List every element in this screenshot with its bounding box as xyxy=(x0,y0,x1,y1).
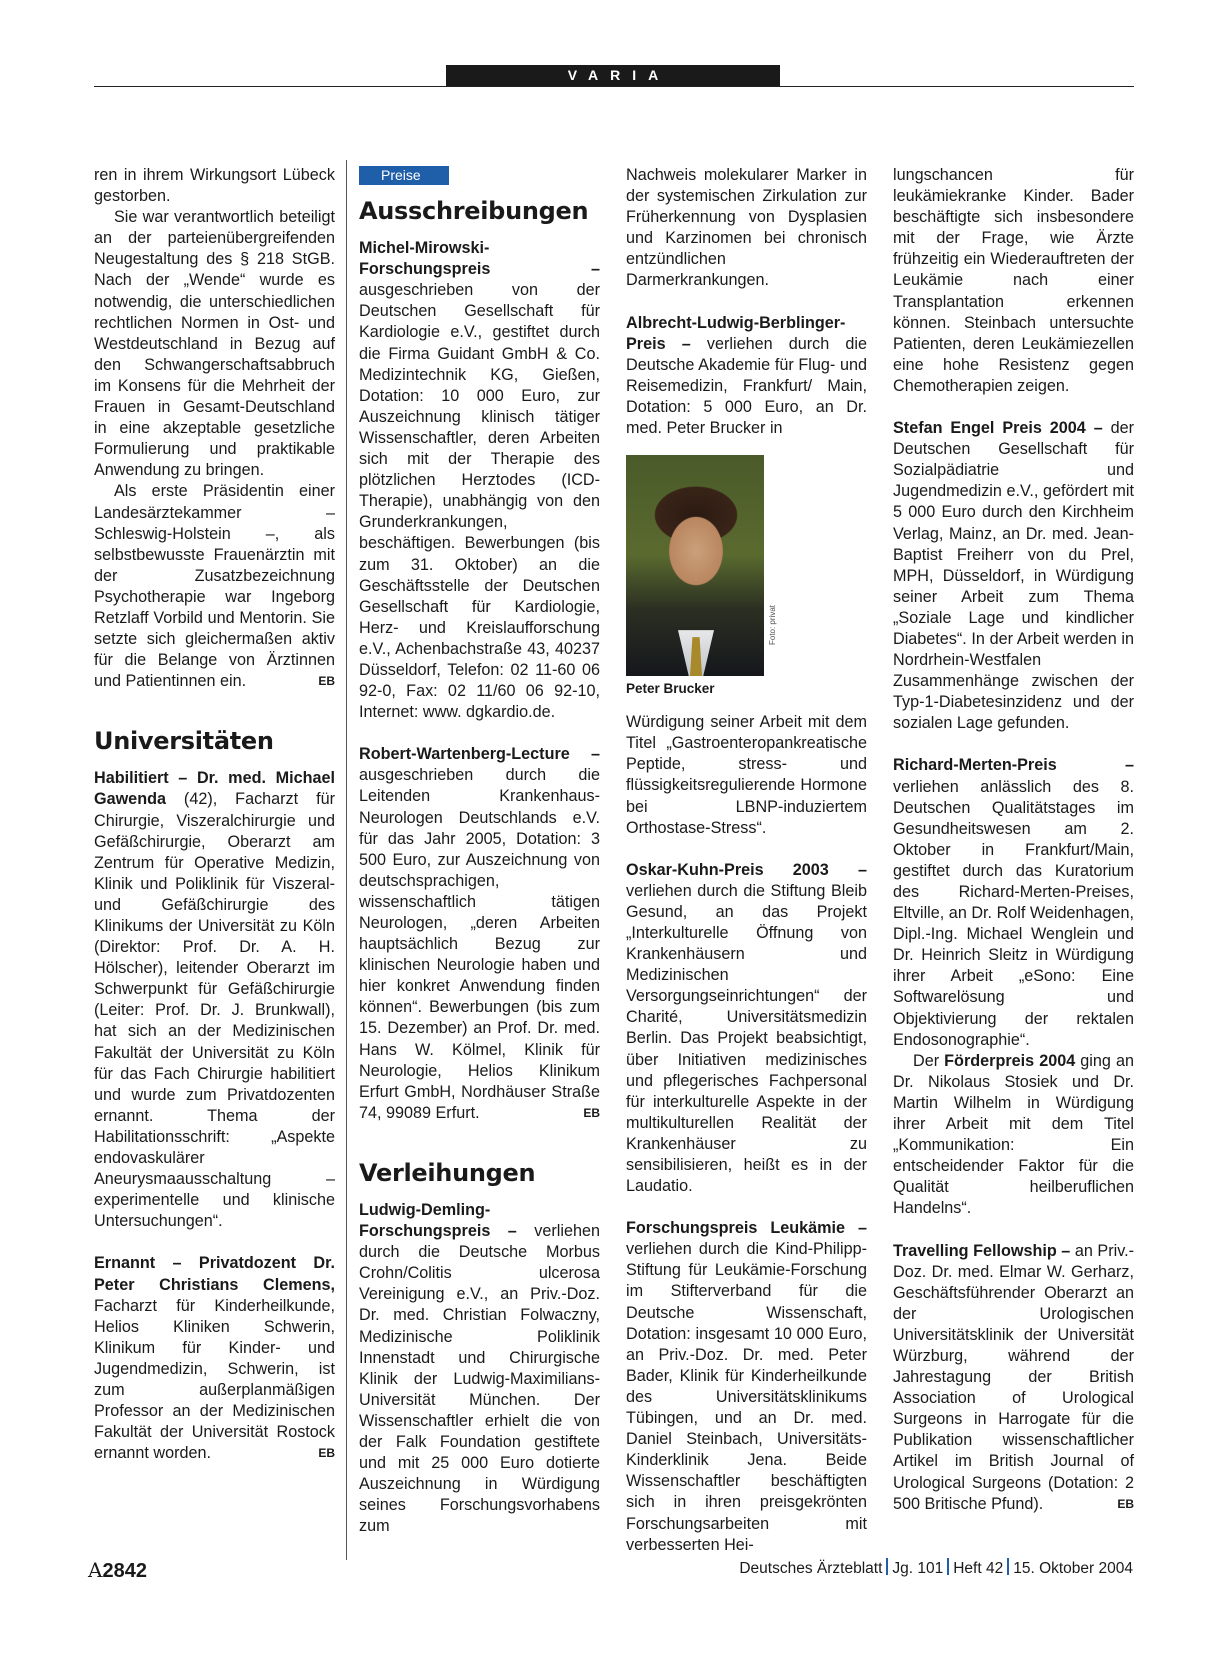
footer-separator xyxy=(886,1558,888,1575)
column-4 xyxy=(893,165,1134,1515)
journal-info xyxy=(739,1558,1133,1578)
paragraph-text: ging an Dr. Nikolaus Stosiek und Dr. Martin Wilhelm in Würdigung ihrer Arbeit mit dem Titel „Kommunikation: Ein entscheidender Faktor für die Qualität heilberuflichen Handelns“. xyxy=(893,1051,1134,1218)
photo-credit: Foto: privat xyxy=(768,605,777,646)
lead-in: Forschungspreis Leukämie – xyxy=(626,1219,867,1238)
paragraph xyxy=(94,768,335,1232)
paragraph xyxy=(94,481,335,692)
paragraph-text: verliehen durch die Deutsche Morbus Crohn/Colitis ulcerosa Vereinigung e.V., an Priv.-Doz. Dr. med. Christian Folwaczny, Medizinische Poliklinik Innenstadt und Chirurgische Klinik der Ludwig-Maximilians-Universität München. Der Wissenschaftler erhielt die von der Falk Foundation gestiftete und mit 25 000 Euro dotierte Auszeichnung in Würdigung seines Forschungsvorhabens zum xyxy=(359,1222,600,1536)
paragraph xyxy=(626,313,867,440)
journal-volume: Jg. 101 xyxy=(892,1560,944,1577)
paragraph xyxy=(893,1051,1134,1220)
lead-in: Habilitiert – Dr. med. Michael Gawenda xyxy=(94,769,335,809)
page-number xyxy=(88,1558,147,1583)
paragraph: ren in ihrem Wirkungsort Lübeck gestorben. xyxy=(94,166,335,206)
category-tag: Preise xyxy=(359,166,449,185)
lead-in: Ernannt – Privatdozent Dr. Peter Christians Clemens, xyxy=(94,1254,335,1294)
paragraph xyxy=(626,1218,867,1556)
paragraph-text: an Priv.-Doz. Dr. med. Elmar W. Gerharz, Geschäftsführender Oberarzt an der Urologischen Universitätsklinik der Universität Würzburg, während der Jahrestagung der British Association of Urological Surgeons in Harrogate für die Publikation wissenschaftlicher Artikel im British Journal of Urological Surgeons (Dotation: 2 500 Britische Pfund). xyxy=(893,1241,1134,1513)
portrait-photo xyxy=(626,455,777,676)
paragraph-text: verliehen durch die Kind-Philipp-Stiftung für Leukämie-Forschung im Stifterverband für die Deutsche Wissenschaft, Dotation: insgesamt 10 000 Euro, an Priv.-Doz. Dr. med. Peter Bader, Klinik für Kinderheilkunde des Universitätsklinikums Tübingen, und an Dr. med. Daniel Steinbach, Universitäts-Kinderklinik Jena. Beide Wissenschaftler beschäftigten sich in ihren preisgekrönten Forschungsarbeiten mit verbesserten Hei- xyxy=(626,1240,867,1554)
section-heading-verleihungen: Verleihungen xyxy=(359,1158,536,1187)
column-1 xyxy=(94,165,335,1464)
author-signature: EB xyxy=(583,1105,600,1120)
footer-separator xyxy=(947,1558,949,1575)
paragraph-text: Der xyxy=(913,1051,945,1070)
paragraph xyxy=(359,744,600,1124)
paragraph: Würdigung seiner Arbeit mit dem Titel „Gastroenteropankreatische Peptide, stress- und flüssigkeitsregulierende Hormone bei LBNP-induziertem Orthostase-Stress“. xyxy=(626,713,867,837)
paragraph: lungschancen für leukämiekranke Kinder. Bader beschäftigte sich insbesondere mit der Frage, wie Ärzte frühzeitig ein Wiederauftreten der Leukämie nach einer Transplantation erkennen können. Steinbach untersuchte Patienten, deren Leukämiezellen eine hohe Resistenz gegen Chemotherapien zeigen. xyxy=(893,166,1134,395)
paragraph xyxy=(893,418,1134,734)
paragraph xyxy=(893,755,1134,1050)
journal-name: Deutsches Ärzteblatt xyxy=(739,1560,883,1577)
paragraph-text: Facharzt für Kinderheilkunde, Helios Kliniken Schwerin, Klinikum für Kinder- und Jugendmedizin, Schwerin, ist zum außerplanmäßigen Professor an der Medizinischen Fakultät der Universität Rostock ernannt worden. xyxy=(94,1296,335,1463)
lead-in: Albrecht-Ludwig-Berblinger-Preis – xyxy=(626,313,846,353)
header-rule xyxy=(94,86,1134,87)
page-prefix: A xyxy=(88,1558,103,1582)
author-signature: EB xyxy=(318,674,335,689)
paragraph-text: ausgeschrieben von der Deutschen Gesellschaft für Kardiologie e.V., gestiftet durch die Firma Guidant GmbH & Co. Medizintechnik KG, Gießen, Dotation: 10 000 Euro, zur Auszeichnung klinisch tätiger Wissenschaftler, deren Arbeiten sich mit der Therapie des plötzlichen Herztodes (ICD-Therapie), unabhängig von den Grunderkrankungen, beschäftigen. Bewerbungen (bis zum 31. Oktober) an die Geschäftsstelle der Deutschen Gesellschaft für Kardiologie, Herz- und Kreislaufforschung e.V., Achenbachstraße 43, 40237 Düsseldorf, Telefon: 02 11-60 06 92-0, Fax: 02 11/60 06 92-10, Internet: www. dgkardio.de. xyxy=(359,281,600,722)
journal-issue: Heft 42 xyxy=(953,1560,1004,1577)
paragraph-text: verliehen durch die Deutsche Akademie für Flug- und Reisemedizin, Frankfurt/ Main, Dotation: 5 000 Euro, an Dr. med. Peter Brucker in xyxy=(626,334,867,438)
footer-separator xyxy=(1007,1558,1009,1575)
paragraph xyxy=(626,860,867,1198)
author-signature: EB xyxy=(1117,1496,1134,1511)
paragraph xyxy=(893,1241,1134,1515)
lead-in: Travelling Fellowship – xyxy=(893,1241,1071,1260)
column-3 xyxy=(626,165,867,1556)
column-2 xyxy=(359,165,600,1537)
paragraph-text: Als erste Präsidentin einer Landesärztekammer – Schleswig-Holstein –, als selbstbewusste Frauenärztin mit der Zusatzbezeichnung Psychotherapie war Ingeborg Retzlaff Vorbild und Mentorin. Sie setzte sich gleichermaßen aktiv für die Belange von Ärztinnen und Patientinnen ein. xyxy=(94,482,335,691)
lead-in: Oskar-Kuhn-Preis 2003 – xyxy=(626,860,867,879)
paragraph-text: der Deutschen Gesellschaft für Sozialpädiatrie und Jugendmedizin e.V., gefördert mit 5 000 Euro durch den Kirchheim Verlag, Mainz, an Dr. med. Jean-Baptist Freiherr von du Prel, MPH, Düsseldorf, in Würdigung seiner Arbeit zum Thema „Soziale Lage und kindlicher Diabetes“. In der Arbeit werden in Nordrhein-Westfalen Zusammenhänge zwischen der Typ-1-Diabetesinzidenz und der sozialen Lage gefunden. xyxy=(893,419,1134,733)
page-number-value: 2842 xyxy=(102,1560,147,1582)
lead-in: Robert-Wartenberg-Lecture – xyxy=(359,745,600,764)
paragraph-text: ausgeschrieben durch die Leitenden Krankenhaus-Neurologen Deutschlands e.V. für das Jahr 2005, Dotation: 3 500 Euro, zur Auszeichnung von deutschsprachigen, wissenschaftlich tätigen Neurologen, „deren Arbeiten hauptsächlich Bezug zur klinischen Neurologie haben und hier konkret Anwendung finden können“. Bewerbungen (bis zum 15. Dezember) an Prof. Dr. med. Hans W. Kölmel, Klinik für Neurologie, Helios Klinikum Erfurt GmbH, Nordhäuser Straße 74, 99089 Erfurt. xyxy=(359,766,600,1122)
paragraph: Sie war verantwortlich beteiligt an der parteienübergreifenden Neugestaltung des § 218 StGB. Nach der „Wende“ wurde es notwendig, die unterschiedlichen rechtlichen Normen in Ost- und Westdeutschland in Bezug auf den Schwangerschaftsabbruch im Konsens für die Mehrheit der Frauen in Gesamt-Deutschland in eine akzeptable gesetzliche Formulierung und praktikable Anwendung zu bringen. xyxy=(94,208,335,480)
section-heading-ausschreibungen: Ausschreibungen xyxy=(359,197,589,226)
lead-in: Michel-Mirowski-Forschungspreis – xyxy=(359,239,600,279)
lead-in: Ludwig-Demling-Forschungspreis – xyxy=(359,1200,517,1241)
paragraph-text: verliehen durch die Stiftung Bleib Gesund, an das Projekt „Interkulturelle Öffnung von Krankenhäusern und Medizinischen Versorgungseinrichtungen“ der Charité, Universitätsmedizin Berlin. Das Projekt beabsichtigt, über Initiativen medizinisches und pflegerisches Fachpersonal für interkulturelle Aspekte in der multikulturellen Realität der Krankenhäuser zu sensibilisieren, heißt es in der Laudatio. xyxy=(626,881,867,1196)
section-header: VARIA xyxy=(446,65,780,86)
paragraph-text: verliehen anlässlich des 8. Deutschen Qualitätstages im Gesundheitswesen am 2. Oktober in Frankfurt/Main, gestiftet durch das Kuratorium des Richard-Merten-Preises, Eltville, an Dr. Rolf Weidenhagen, Dipl.-Ing. Michael Wenglein und Dr. Heinrich Sleitz in Würdigung ihrer Arbeit „eSono: Eine Softwarelösung und Objektivierung der rektalen Endosonographie“. xyxy=(893,777,1134,1049)
paragraph-text: (42), Facharzt für Chirurgie, Viszeralchirurgie und Gefäßchirurgie, Oberarzt am Zentrum für Operative Medizin, Klinik und Poliklinik für Viszeral- und Gefäßchirurgie des Klinikums der Universität zu Köln (Direktor: Prof. Dr. A. H. Hölscher), leitender Oberarzt im Schwerpunkt für Gefäßchirurgie (Leiter: Prof. Dr. J. Brunkwall), hat sich an der Medizinischen Fakultät der Universität zu Köln für das Fach Chirurgie habilitiert und wurde zum Privatdozenten ernannt. Thema der Habilitationsschrift: „Aspekte endovaskulärer Aneurysmaausschaltung – experimentelle und klinische Untersuchungen“. xyxy=(94,790,335,1231)
journal-date: 15. Oktober 2004 xyxy=(1013,1560,1133,1577)
paragraph xyxy=(94,1253,335,1464)
author-signature: EB xyxy=(318,1446,335,1461)
lead-in: Förderpreis 2004 xyxy=(944,1051,1076,1070)
paragraph: Nachweis molekularer Marker in der systemischen Zirkulation zur Früherkennung von Dysplasien und Karzinomen bei chronisch entzündlichen Darmerkrankungen. xyxy=(626,166,867,290)
photo-caption: Peter Brucker xyxy=(626,681,715,697)
lead-in: Stefan Engel Preis 2004 – xyxy=(893,419,1103,438)
paragraph xyxy=(359,1200,600,1538)
column-divider xyxy=(346,160,347,1560)
paragraph xyxy=(359,238,600,723)
section-heading-universitaeten: Universitäten xyxy=(94,727,274,756)
lead-in: Richard-Merten-Preis – xyxy=(893,756,1134,775)
